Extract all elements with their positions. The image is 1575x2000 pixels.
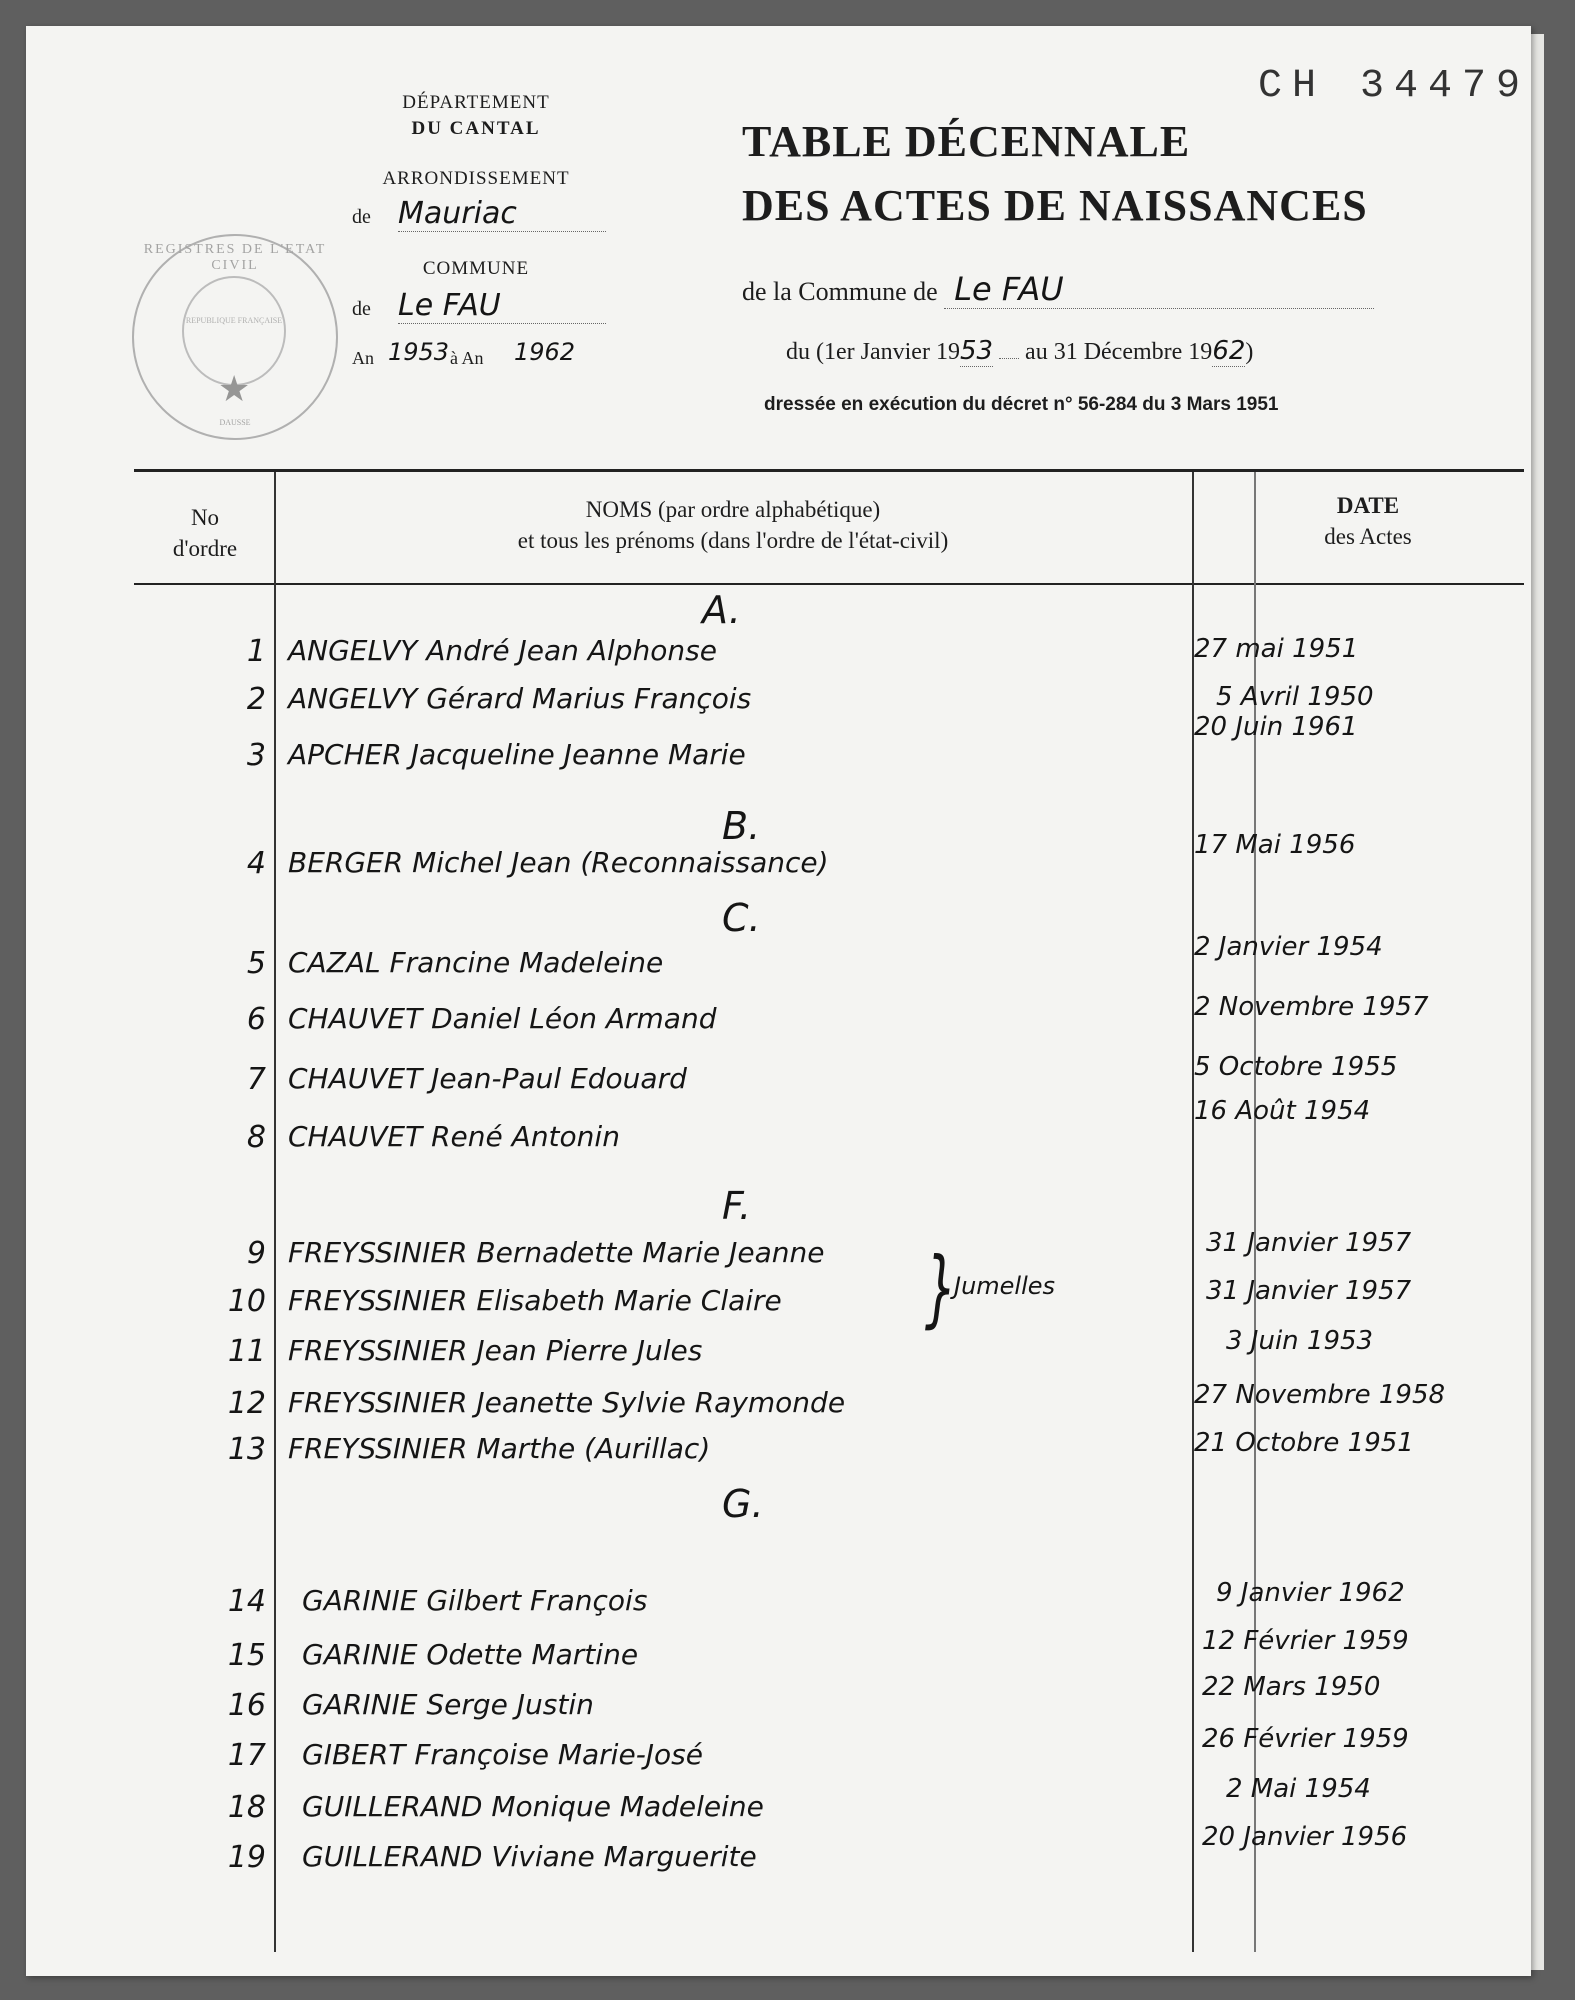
table-row (26, 1326, 1531, 1384)
commune-value: Le FAU (398, 288, 606, 324)
entry-number: 13 (227, 1432, 266, 1467)
entry-name: FREYSSINIER Bernadette Marie Jeanne (288, 1236, 825, 1269)
entry-number: 2 (246, 682, 266, 717)
title-commune-prefix: de la Commune de (742, 277, 938, 306)
commune-label: COMMUNE (422, 258, 530, 279)
entry-date: 20 Janvier 1956 (1202, 1822, 1408, 1852)
entry-number: 4 (246, 846, 266, 881)
title-commune-line (742, 270, 1374, 309)
entry-name: GUILLERAND Monique Madeleine (302, 1790, 764, 1823)
entry-name: GUILLERAND Viviane Marguerite (302, 1840, 757, 1873)
header-date-line1: DATE (1336, 493, 1400, 518)
arrondissement-de-label: de (352, 206, 371, 228)
period-start-label: du (1er Janvier 19 (786, 339, 960, 365)
section-letter-g: G. (722, 1482, 764, 1526)
entry-date: 2 Novembre 1957 (1194, 992, 1429, 1022)
entry-name: GARINIE Serge Justin (302, 1688, 594, 1721)
seal-ring-text: REGISTRES DE L'ETAT CIVIL (143, 242, 327, 273)
entry-number: 8 (246, 1120, 266, 1155)
entry-name: FREYSSINIER Marthe (Aurillac) (288, 1432, 711, 1465)
entry-date: 2 Janvier 1954 (1194, 932, 1383, 962)
section-letter-c: C. (722, 896, 761, 940)
header-date (1258, 490, 1478, 552)
an-from-value: 1953 (388, 338, 450, 366)
header-num-line1: No (190, 505, 220, 530)
register-page (26, 26, 1531, 1976)
civil-registry-seal (132, 234, 338, 440)
entry-date: 12 Février 1959 (1202, 1626, 1409, 1656)
section-letter-a: A. (702, 588, 741, 632)
entry-name: FREYSSINIER Elisabeth Marie Claire (288, 1284, 782, 1317)
header-names (278, 494, 1188, 556)
table-top-rule (134, 469, 1524, 472)
entry-date: 31 Janvier 1957 (1206, 1228, 1412, 1258)
entry-date: 5 Octobre 1955 (1194, 1052, 1398, 1082)
entry-number: 15 (227, 1638, 266, 1673)
seal-maker: DAUSSE (219, 418, 251, 427)
entry-date: 3 Juin 1953 (1226, 1326, 1374, 1356)
section-letter-f: F. (722, 1184, 752, 1228)
entry-number: 6 (246, 1002, 266, 1037)
entry-name: CHAUVET Jean-Paul Edouard (288, 1062, 687, 1095)
entry-number: 17 (227, 1738, 266, 1773)
header-date-line2: des Actes (1324, 524, 1412, 549)
header-names-line2: et tous les prénoms (dans l'ordre de l'état-civil) (517, 528, 949, 553)
entry-name: GARINIE Gilbert François (302, 1584, 648, 1617)
commune-de-label: de (352, 298, 371, 320)
entry-date: 20 Juin 1961 (1194, 712, 1358, 742)
twins-brace: } (924, 1239, 957, 1337)
entry-number: 18 (227, 1790, 266, 1825)
entry-number: 3 (246, 738, 266, 773)
title-commune-value: Le FAU (944, 270, 1374, 309)
seal-inner-text: REPUBLIQUE FRANÇAISE (185, 316, 283, 325)
entry-date: 26 Février 1959 (1202, 1724, 1409, 1754)
entry-number: 14 (227, 1584, 266, 1619)
entry-date: 16 Août 1954 (1194, 1096, 1371, 1126)
archive-reference: CH 34479 (1258, 64, 1531, 109)
entry-date: 22 Mars 1950 (1202, 1672, 1381, 1702)
entry-date: 17 Mai 1956 (1194, 830, 1356, 860)
table-row (26, 830, 1531, 896)
an-to-value: 1962 (514, 338, 576, 366)
entry-number: 7 (246, 1062, 266, 1097)
table-header-rule (134, 583, 1524, 585)
entry-number: 10 (227, 1284, 266, 1319)
entry-date: 5 Avril 1950 (1216, 682, 1374, 712)
entry-name: CHAUVET René Antonin (288, 1120, 620, 1153)
star-icon: ★ (218, 369, 251, 409)
entry-number: 19 (227, 1840, 266, 1875)
entry-number: 1 (246, 634, 266, 669)
table-row (26, 634, 1531, 684)
table-row (26, 932, 1531, 996)
period-start-year: 53 (959, 336, 994, 366)
entry-name: APCHER Jacqueline Jeanne Marie (288, 738, 746, 771)
table-row (26, 992, 1531, 1052)
title-line-2: DES ACTES DE NAISSANCES (742, 181, 1368, 230)
period-end-label: au 31 Décembre 19 (1025, 339, 1213, 365)
entry-number: 12 (227, 1386, 266, 1421)
title-period-line (786, 336, 1253, 366)
header-names-line1: NOMS (par ordre alphabétique) (585, 497, 881, 522)
entry-date: 27 Novembre 1958 (1194, 1380, 1446, 1410)
header-num-line2: d'ordre (172, 536, 238, 561)
twins-note: Jumelles (954, 1272, 1056, 1300)
entry-name: CAZAL Francine Madeleine (288, 946, 664, 979)
section-letter-b: B. (722, 804, 761, 848)
entry-date: 31 Janvier 1957 (1206, 1276, 1412, 1306)
arrondissement-value: Mauriac (398, 196, 606, 232)
departement-name: DU CANTAL (411, 118, 541, 139)
period-close-paren: ) (1245, 339, 1254, 365)
table-row (26, 1822, 1531, 1890)
entry-date: 27 mai 1951 (1194, 634, 1359, 664)
decree-line: dressée en exécution du décret n° 56-284 du 3 Mars 1951 (764, 394, 1279, 415)
entry-number: 11 (227, 1334, 266, 1369)
entry-number: 9 (246, 1236, 266, 1271)
period-end-year: 62 (1212, 336, 1246, 366)
entry-name: FREYSSINIER Jean Pierre Jules (288, 1334, 703, 1367)
entry-date: 2 Mai 1954 (1226, 1774, 1371, 1804)
entry-date: 9 Janvier 1962 (1216, 1578, 1405, 1608)
table-row (26, 1428, 1531, 1482)
header-num (138, 502, 272, 564)
table-row (26, 1096, 1531, 1170)
entry-name: ANGELVY André Jean Alphonse (288, 634, 717, 667)
a-an-label: à An (450, 348, 484, 368)
table-row (26, 712, 1531, 788)
arrondissement-label: ARRONDISSEMENT (382, 168, 570, 189)
an-label: An (352, 348, 374, 368)
entry-name: FREYSSINIER Jeanette Sylvie Raymonde (288, 1386, 846, 1419)
title-line-1: TABLE DÉCENNALE (742, 117, 1191, 166)
departement-label: DÉPARTEMENT (402, 92, 550, 113)
entry-date: 21 Octobre 1951 (1194, 1428, 1414, 1458)
entry-name: CHAUVET Daniel Léon Armand (288, 1002, 717, 1035)
entry-number: 5 (246, 946, 266, 981)
entry-name: BERGER Michel Jean (Reconnaissance) (288, 846, 829, 879)
entry-name: GIBERT Françoise Marie-José (302, 1738, 703, 1771)
entry-number: 16 (227, 1688, 266, 1723)
entry-name: ANGELVY Gérard Marius François (288, 682, 752, 715)
entry-name: GARINIE Odette Martine (302, 1638, 639, 1671)
